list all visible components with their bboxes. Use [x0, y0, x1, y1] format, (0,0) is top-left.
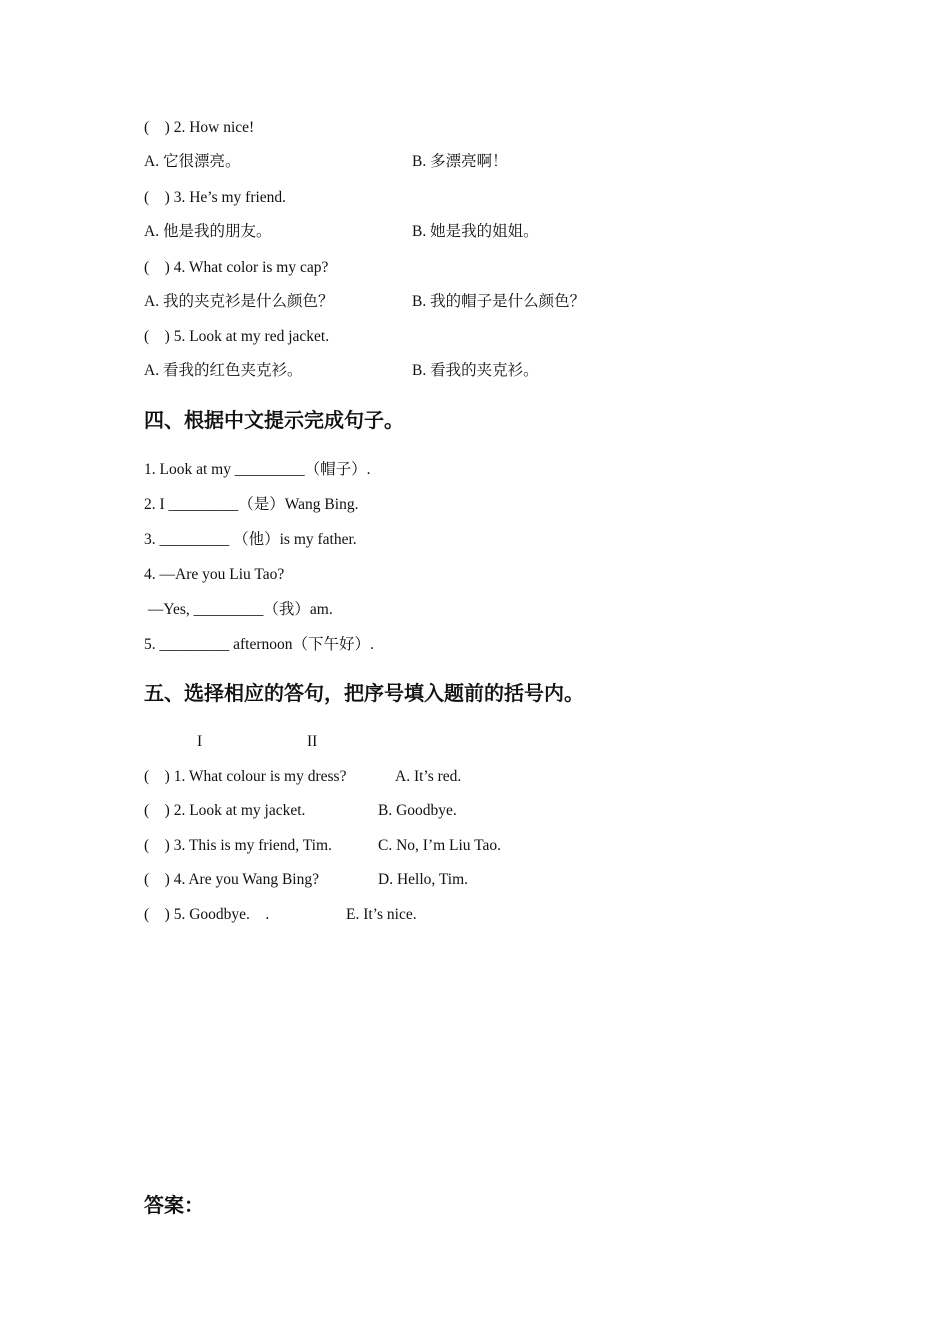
option-a-s3-3: A. 他是我的朋友。: [144, 223, 272, 240]
s4-line-5: 5. _________ afternoon（下午好）.: [144, 636, 374, 653]
question-s3-3: ( ) 3. He’s my friend.: [144, 189, 287, 206]
s5-answer-a: A. It’s red.: [395, 768, 462, 785]
s4-line-4-reply: —Yes, _________（我）am.: [144, 601, 333, 618]
s4-line-1: 1. Look at my _________（帽子）.: [144, 461, 371, 478]
option-b-s3-3: B. 她是我的姐姐。: [412, 223, 539, 240]
question-s3-2: ( ) 2. How nice!: [144, 119, 255, 136]
s5-answer-d: D. Hello, Tim.: [378, 871, 469, 888]
column-header-ii: II: [307, 733, 318, 750]
s4-line-2: 2. I _________（是）Wang Bing.: [144, 496, 359, 513]
section5-heading: 五、选择相应的答句，把序号填入题前的括号内。: [144, 681, 584, 705]
column-header-i: I: [197, 733, 203, 750]
question-s3-4: ( ) 4. What color is my cap?: [144, 259, 329, 276]
s5-question-2: ( ) 2. Look at my jacket.: [144, 802, 306, 819]
question-s3-5: ( ) 5. Look at my red jacket.: [144, 328, 330, 345]
option-b-s3-5: B. 看我的夹克衫。: [412, 362, 539, 379]
s5-question-4: ( ) 4. Are you Wang Bing?: [144, 871, 319, 888]
s4-line-4: 4. —Are you Liu Tao?: [144, 566, 285, 583]
s5-question-5: ( ) 5. Goodbye. .: [144, 906, 270, 923]
option-b-s3-4: B. 我的帽子是什么颜色？: [412, 293, 586, 310]
option-a-s3-5: A. 看我的红色夹克衫。: [144, 362, 303, 379]
s5-question-1: ( ) 1. What colour is my dress?: [144, 768, 347, 785]
option-a-s3-2: A. 它很漂亮。: [144, 153, 241, 170]
option-a-s3-4: A. 我的夹克衫是什么颜色？: [144, 293, 334, 310]
option-b-s3-2: B. 多漂亮啊！: [412, 153, 508, 170]
s5-answer-e: E. It’s nice.: [346, 906, 417, 923]
s5-answer-c: C. No, I’m Liu Tao.: [378, 837, 502, 854]
answers-heading: 答案：: [144, 1193, 204, 1217]
s5-question-3: ( ) 3. This is my friend, Tim.: [144, 837, 332, 854]
section4-heading: 四、根据中文提示完成句子。: [144, 408, 404, 432]
s5-answer-b: B. Goodbye.: [378, 802, 457, 819]
s4-line-3: 3. _________ （他）is my father.: [144, 531, 357, 548]
